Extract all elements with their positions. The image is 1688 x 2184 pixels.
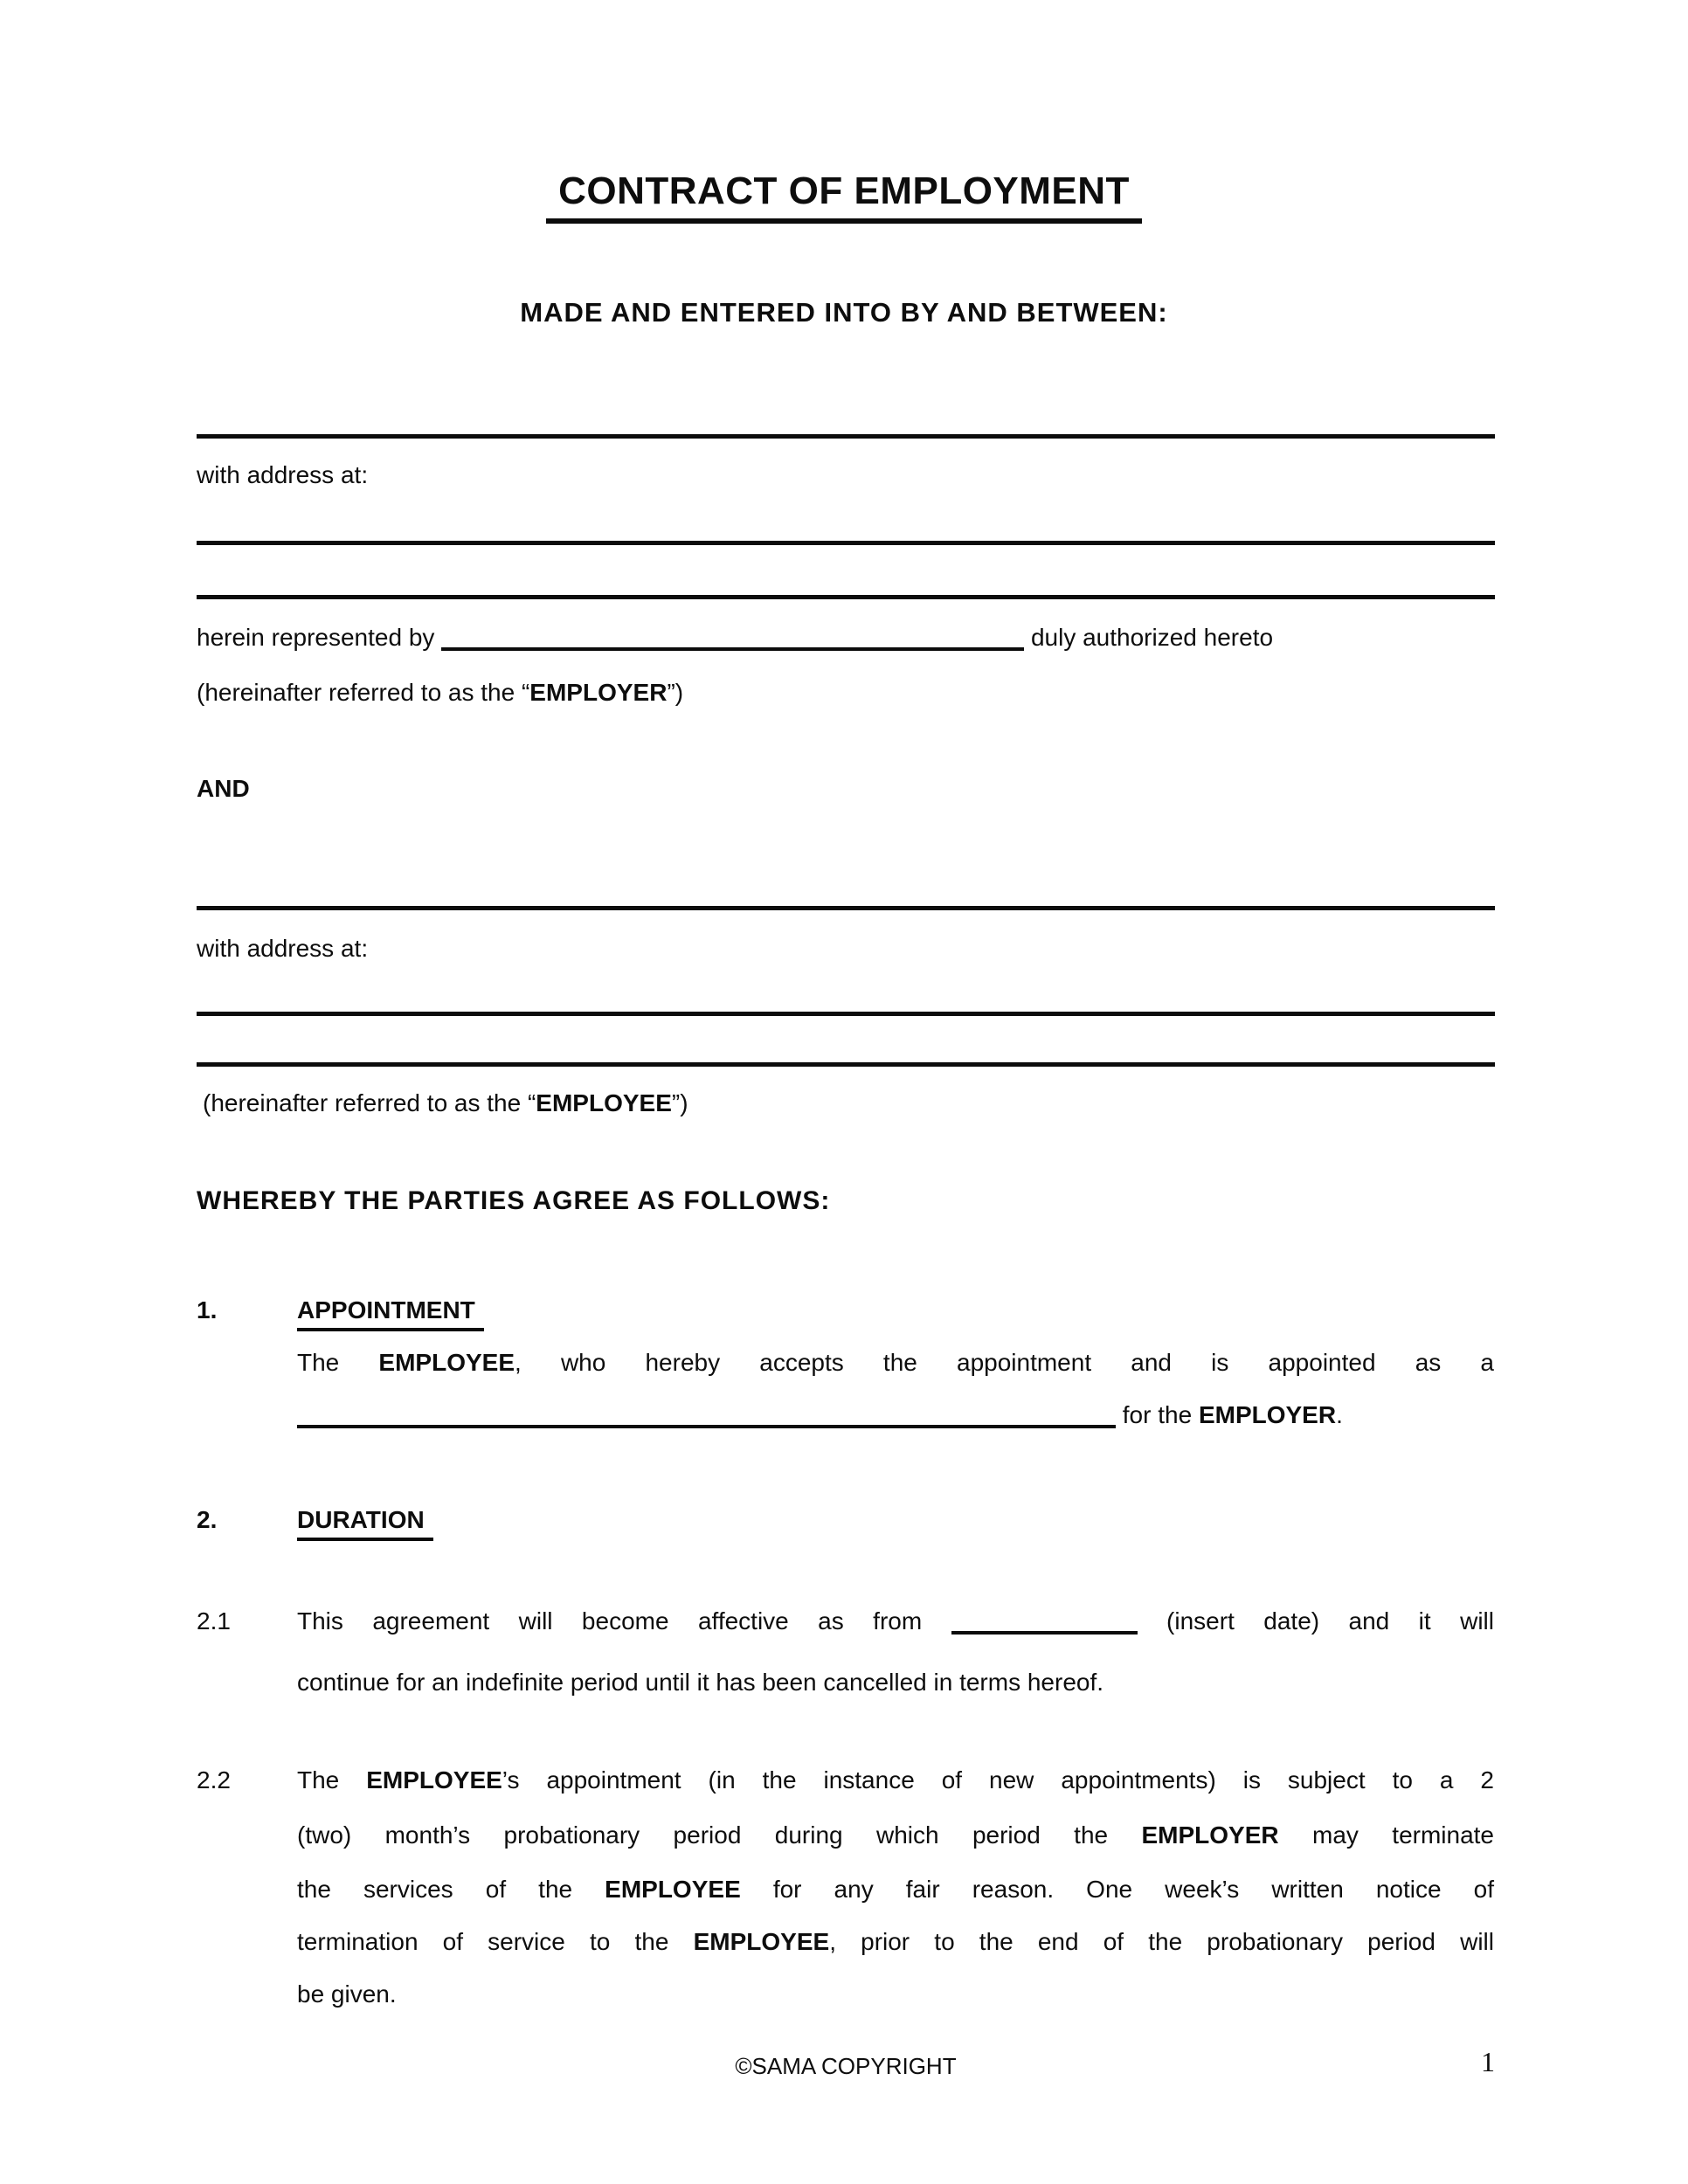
employer-address-blank-line-1: [197, 541, 1495, 545]
text-run: .: [1336, 1401, 1343, 1428]
text-run: EMPLOYEE: [378, 1349, 515, 1376]
employee-name-blank-line: [197, 906, 1495, 910]
text-run: The: [297, 1349, 379, 1376]
text-run: , prior to the end of the probationary period will: [829, 1928, 1494, 1955]
text-run: This agreement will become affective as from: [297, 1607, 951, 1635]
text-run: ”): [671, 1089, 688, 1116]
clause-2-2-line-4: [297, 1925, 1494, 1959]
text-run: for the: [1116, 1401, 1199, 1428]
employee-address-blank-line-1: [197, 1012, 1495, 1016]
footer-page-number: 1: [1481, 2046, 1495, 2077]
document-subtitle: MADE AND ENTERED INTO BY AND BETWEEN:: [520, 297, 1168, 328]
text-run: (two) month’s probationary period during which period the: [297, 1821, 1142, 1849]
section-1-paragraph-line-1: [297, 1345, 1494, 1380]
text-run: for any fair reason. One week’s written notice of: [740, 1876, 1494, 1903]
clause-2-2-line-2: [297, 1818, 1494, 1853]
whereby-heading: WHEREBY THE PARTIES AGREE AS FOLLOWS:: [197, 1186, 831, 1215]
text-run: duly authorized hereto: [1024, 624, 1274, 651]
text-run: (hereinafter referred to as the “: [203, 1089, 536, 1116]
section-2-heading-text: DURATION: [297, 1506, 433, 1541]
clause-2-2-line-5: be given.: [297, 1980, 397, 2008]
text-run: EMPLOYEE: [693, 1928, 830, 1955]
clause-2-1-line-2: continue for an indefinite period until it has been cancelled in terms hereof.: [297, 1669, 1104, 1696]
employee-hereinafter-line: [203, 1086, 688, 1121]
clause-2-2-number: 2.2: [197, 1766, 231, 1794]
text-run: EMPLOYEE: [536, 1089, 672, 1116]
clause-2-1-number: 2.1: [197, 1607, 231, 1635]
section-2-number: 2.: [197, 1506, 218, 1533]
text-run: termination of service to the: [297, 1928, 694, 1955]
section-1-heading-text: APPOINTMENT: [297, 1296, 484, 1331]
text-run: EMPLOYER: [1141, 1821, 1279, 1849]
section-1-number: 1.: [197, 1296, 218, 1324]
fill-in-blank: [297, 1400, 1116, 1428]
text-run: , who hereby accepts the appointment and is appointed as a: [515, 1349, 1495, 1376]
employee-address-label: with address at:: [197, 935, 369, 962]
text-run: EMPLOYER: [1198, 1401, 1337, 1428]
text-run: ’s appointment (in the instance of new appointments) is subject to a 2: [502, 1766, 1494, 1794]
text-run: herein represented by: [197, 624, 442, 651]
employer-address-blank-line-2: [197, 595, 1495, 599]
employer-hereinafter-line: [197, 675, 683, 710]
fill-in-blank: [441, 623, 1024, 651]
text-run: EMPLOYEE: [605, 1876, 741, 1903]
employer-represented-line: [197, 620, 1273, 655]
document-title-text: CONTRACT OF EMPLOYMENT: [546, 171, 1142, 224]
text-run: (insert date) and it will: [1137, 1607, 1494, 1635]
text-run: the services of the: [297, 1876, 605, 1903]
text-run: EMPLOYEE: [366, 1766, 502, 1794]
text-run: ”): [667, 679, 684, 706]
text-run: (hereinafter referred to as the “: [197, 679, 530, 706]
section-2-heading: [297, 1503, 433, 1541]
footer-copyright: ©SAMA COPYRIGHT: [735, 2053, 957, 2079]
clause-2-2-line-3: [297, 1872, 1494, 1907]
parties-connector-label: AND: [197, 775, 250, 802]
employee-address-blank-line-2: [197, 1062, 1495, 1067]
employer-address-label: with address at:: [197, 461, 369, 488]
section-1-heading: [297, 1293, 484, 1331]
fill-in-blank: [951, 1607, 1138, 1635]
employer-name-blank-line: [197, 434, 1495, 439]
section-1-paragraph-line-2: [297, 1398, 1343, 1433]
text-run: EMPLOYER: [529, 679, 668, 706]
clause-2-1-line-1: [297, 1604, 1494, 1639]
text-run: The: [297, 1766, 367, 1794]
text-run: may terminate: [1278, 1821, 1495, 1849]
clause-2-2-line-1: [297, 1763, 1494, 1798]
document-title: [0, 171, 1688, 224]
